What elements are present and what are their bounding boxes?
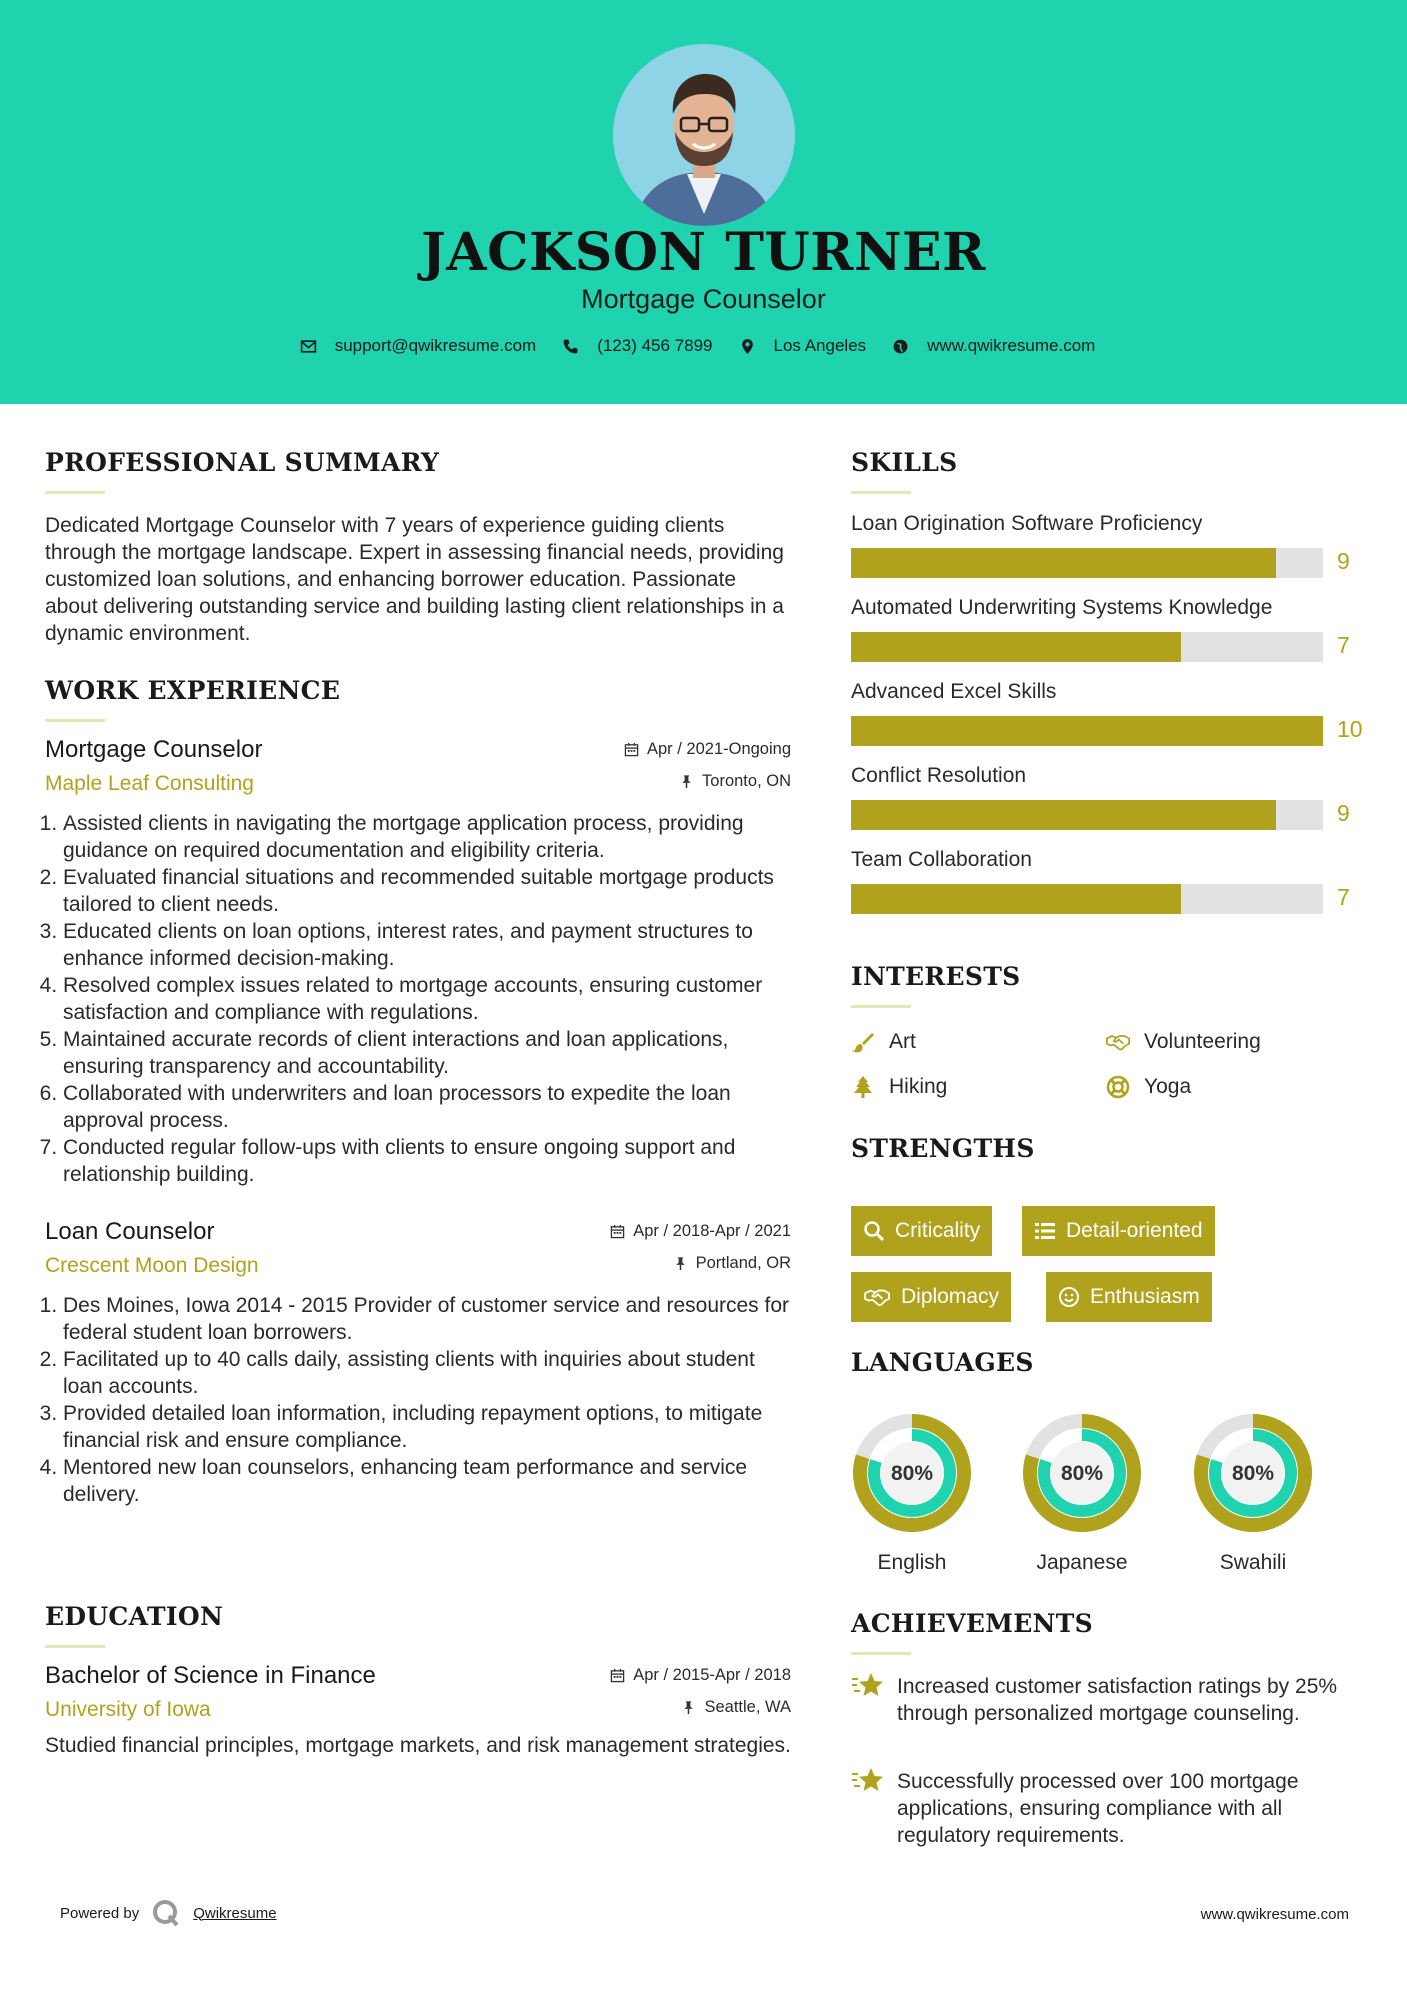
job-location-text: Portland, OR [695,1254,791,1272]
skill-name: Automated Underwriting Systems Knowledge [851,596,1273,619]
handshake-icon [863,1286,891,1308]
person-illustration [613,44,795,226]
calendar-icon [624,742,639,757]
contact-website[interactable] [892,336,1095,356]
lifering-icon [1106,1075,1130,1099]
footer-url[interactable]: www.qwikresume.com [1200,1906,1349,1923]
job-title: Loan Counselor [45,1218,215,1245]
language-percent: 80% [890,1462,934,1485]
skill-item [851,680,1366,746]
phone-text: (123) 456 7899 [597,336,713,355]
interest-label: Volunteering [1144,1030,1261,1053]
list-item: 1. Assisted clients in navigating the mortgage application process, providing guidance on required documentation and eligibility criteria. [63,810,791,864]
education-location [681,1698,791,1717]
education-section [45,1602,791,1759]
heading-underline [851,491,911,494]
achievement-text: Successfully processed over 100 mortgage applications, ensuring compliance with all regulatory requirements. [897,1770,1299,1847]
profile-photo [613,44,795,226]
search-icon [863,1220,885,1242]
job-dates [624,740,791,759]
pushpin-icon [673,1256,688,1271]
skill-bar [851,548,1366,578]
heading-underline [45,719,105,722]
language-ring [1021,1412,1143,1534]
interests-section [851,962,1366,1112]
tree-icon [851,1075,875,1099]
powered-by [60,1898,277,1928]
skill-fill [851,800,1276,830]
handshake-icon [1106,1030,1130,1054]
location-text: Los Angeles [773,336,867,355]
interest-item [1106,1030,1261,1054]
contact-phone[interactable] [562,336,712,356]
list-item: 3. Educated clients on loan options, interest rates, and payment structures to enhance informed decision-making. [63,918,791,972]
list-item: 2. Facilitated up to 40 calls daily, assisting clients with inquiries about student loan accounts. [63,1346,791,1400]
skill-fill [851,548,1276,578]
skill-track [851,548,1323,578]
contact-bar [0,336,1407,356]
list-item: 7. Conducted regular follow-ups with clients to ensure ongoing support and relationship building. [63,1134,791,1188]
resume-header [0,0,1407,404]
strength-label: Criticality [895,1219,981,1242]
skill-bar [851,884,1366,914]
pushpin-icon [679,774,694,789]
education-dates [610,1666,791,1685]
experience-section [45,676,791,1508]
strength-chip [1046,1272,1212,1322]
interest-label: Yoga [1144,1075,1192,1098]
education-entry [45,1662,791,1759]
achievement-item [851,1673,1366,1727]
interest-item [851,1075,947,1099]
smile-icon [1058,1286,1080,1308]
candidate-name: JACKSON TURNER [421,222,986,283]
contact-location [739,336,867,356]
phone-icon [562,338,579,355]
skill-value: 9 [1337,548,1350,574]
languages-section [851,1348,1366,1574]
list-item: 1. Des Moines, Iowa 2014 - 2015 Provider of customer service and resources for federal student loan borrowers. [63,1292,791,1346]
experience-heading: WORK EXPERIENCE [45,676,341,705]
skill-name: Advanced Excel Skills [851,680,1057,703]
email-text: support@qwikresume.com [334,336,537,355]
achievements-heading: ACHIEVEMENTS [851,1609,1093,1638]
education-heading: EDUCATION [45,1602,224,1631]
interest-item [851,1030,916,1054]
strength-chip [1022,1206,1215,1256]
skill-value: 10 [1337,716,1363,742]
language-percent: 80% [1060,1462,1104,1485]
job-dates-text: Apr / 2018-Apr / 2021 [633,1222,791,1240]
strength-chip [851,1206,992,1256]
strength-chip [851,1272,1011,1322]
skill-fill [851,716,1323,746]
skill-value: 9 [1337,800,1350,826]
strength-label: Diplomacy [901,1285,1000,1308]
language-item [851,1412,973,1575]
list-item: 5. Maintained accurate records of client interactions and loan applications, ensuring transparency and accountability. [63,1026,791,1080]
skill-track [851,800,1323,830]
heading-underline [851,1005,911,1008]
skill-track [851,884,1323,914]
skill-item [851,512,1366,578]
language-name: Japanese [1036,1551,1128,1574]
globe-icon [892,338,909,355]
heading-underline [851,1652,911,1655]
skill-value: 7 [1337,632,1350,658]
heading-underline [45,1645,105,1648]
degree-title: Bachelor of Science in Finance [45,1662,376,1689]
language-name: Swahili [1219,1551,1287,1574]
job-company: Maple Leaf Consulting [45,772,254,795]
candidate-title: Mortgage Counselor [581,284,826,314]
contact-email[interactable] [300,336,537,356]
skill-bar [851,800,1366,830]
job-location [679,772,791,791]
strength-label: Detail-oriented [1066,1219,1203,1242]
language-item [1192,1412,1314,1575]
skills-list [851,512,1366,914]
list-item: 3. Provided detailed loan information, including repayment options, to mitigate financial risk and ensure compliance. [63,1400,791,1454]
job-location-text: Toronto, ON [702,772,791,790]
interest-label: Art [889,1030,916,1053]
skill-name: Conflict Resolution [851,764,1027,787]
education-location-text: Seattle, WA [704,1698,791,1716]
skill-bar [851,632,1366,662]
summary-section [45,448,791,647]
language-ring [851,1412,973,1534]
skill-item [851,764,1366,830]
star-icon [851,1671,885,1701]
website-text: www.qwikresume.com [927,336,1096,355]
job-company: Crescent Moon Design [45,1254,259,1277]
skill-item [851,596,1366,662]
job-location [673,1254,791,1273]
skill-value: 7 [1337,884,1350,910]
skill-track [851,716,1323,746]
interests-heading: INTERESTS [851,962,1021,991]
achievement-item [851,1768,1366,1849]
skill-bar [851,716,1366,746]
list-item: 6. Collaborated with underwriters and loan processors to expedite the loan approval process. [63,1080,791,1134]
summary-text: Dedicated Mortgage Counselor with 7 years of experience guiding clients through the mortgage landscape. Expert in assessing financial needs, providing customized loan solutions, and enhancing borrower education. Passionate about delivering outstanding service and building lasting client relationships in a dynamic environment. [45,514,784,645]
education-dates-text: Apr / 2015-Apr / 2018 [633,1666,791,1684]
language-name: English [877,1551,947,1574]
skill-fill [851,884,1181,914]
interest-item [1106,1075,1191,1099]
skill-fill [851,632,1181,662]
summary-heading: PROFESSIONAL SUMMARY [45,448,440,477]
job-title: Mortgage Counselor [45,736,263,763]
job-dates [610,1222,791,1241]
star-icon [851,1766,885,1796]
list-item: 4. Mentored new loan counselors, enhancing team performance and service delivery. [63,1454,791,1508]
skills-heading: SKILLS [851,448,958,477]
list-item: 4. Resolved complex issues related to mortgage accounts, ensuring customer satisfaction and compliance with regulations. [63,972,791,1026]
skill-item [851,848,1366,914]
achievement-text: Increased customer satisfaction ratings by 25% through personalized mortgage counseling. [897,1675,1338,1725]
calendar-icon [610,1668,625,1683]
skills-section [851,448,1366,914]
job-bullets [45,1292,791,1508]
language-ring [1192,1412,1314,1534]
skill-track [851,632,1323,662]
list-icon [1034,1220,1056,1242]
interest-label: Hiking [889,1075,948,1098]
envelope-icon [300,338,317,355]
paintbrush-icon [851,1030,875,1054]
map-marker-icon [739,338,756,355]
languages-heading: LANGUAGES [851,1348,1034,1377]
qwikresume-logo-icon [151,1898,181,1928]
strength-label: Enthusiasm [1090,1285,1200,1308]
job-entry [45,736,791,1188]
pushpin-icon [681,1700,696,1715]
language-item [1021,1412,1143,1575]
job-dates-text: Apr / 2021-Ongoing [646,740,791,758]
education-description: Studied financial principles, mortgage markets, and risk management strategies. [45,1734,791,1757]
school-name: University of Iowa [45,1698,211,1721]
powered-by-text: Powered by [60,1904,140,1922]
job-entry [45,1218,791,1508]
qwikresume-link[interactable]: Qwikresume [193,1904,277,1922]
skill-name: Loan Origination Software Proficiency [851,512,1203,535]
job-bullets [45,810,791,1188]
achievements-section [851,1609,1366,1869]
heading-underline [45,491,105,494]
skill-name: Team Collaboration [851,848,1032,871]
strengths-section [851,1134,1366,1334]
strengths-heading: STRENGTHS [851,1134,1035,1163]
calendar-icon [610,1224,625,1239]
list-item: 2. Evaluated financial situations and recommended suitable mortgage products tailored to client needs. [63,864,791,918]
language-percent: 80% [1231,1462,1275,1485]
